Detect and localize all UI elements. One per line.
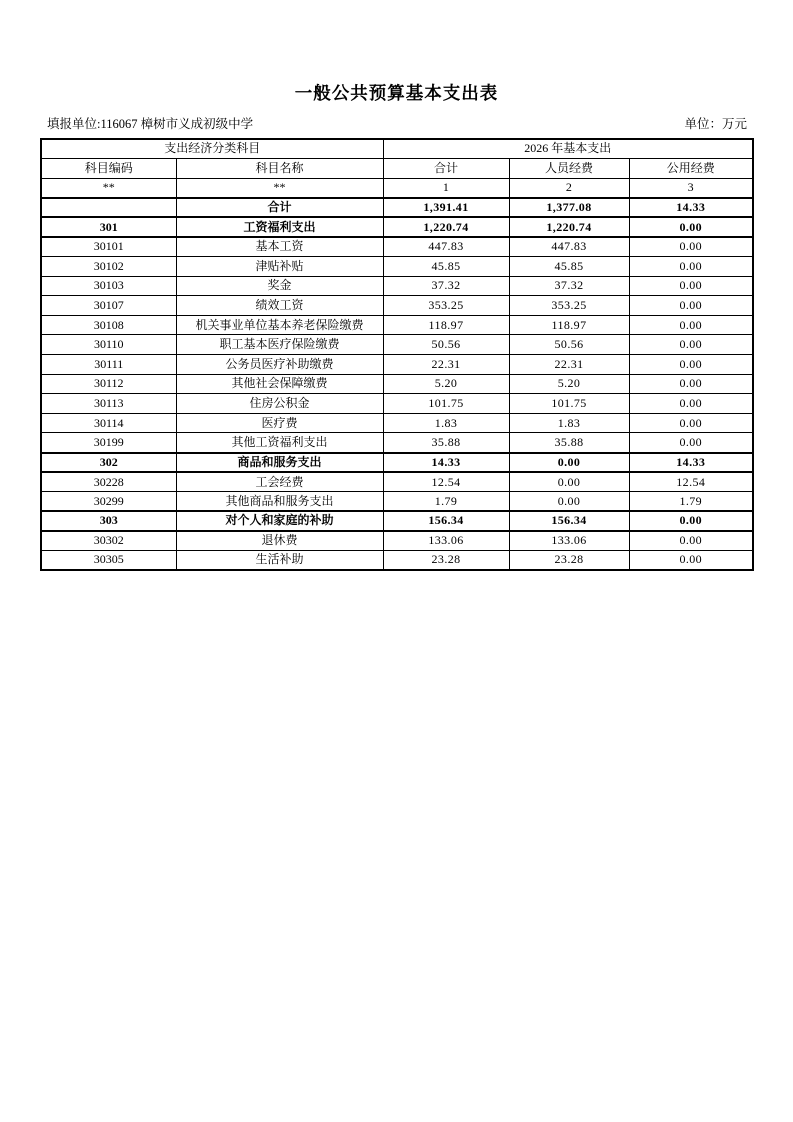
table-subheader-row: [41, 178, 753, 198]
total-cell: 14.33: [383, 453, 509, 473]
subject-code-cell: 302: [41, 453, 176, 473]
column-header-total: 合计: [383, 159, 509, 179]
total-cell: 23.28: [383, 550, 509, 570]
public-cell: 0.00: [629, 531, 753, 551]
subject-name-cell: 医疗费: [176, 413, 383, 433]
unit-label: 单位：万元: [684, 117, 747, 131]
table-row: [41, 315, 753, 335]
subject-code-cell: 30111: [41, 355, 176, 375]
table-row: [41, 296, 753, 316]
subject-code-cell: 303: [41, 511, 176, 531]
subject-code-cell: 301: [41, 217, 176, 237]
subject-name-cell: 商品和服务支出: [176, 453, 383, 473]
table-row: [41, 198, 753, 218]
public-cell: 0.00: [629, 276, 753, 296]
total-cell: 133.06: [383, 531, 509, 551]
subject-name-cell: 住房公积金: [176, 394, 383, 414]
subheader-cell: **: [41, 178, 176, 198]
column-header-public: 公用经费: [629, 159, 753, 179]
subject-name-cell: 公务员医疗补助缴费: [176, 355, 383, 375]
personnel-cell: 156.34: [509, 511, 629, 531]
subject-code-cell: 30103: [41, 276, 176, 296]
total-cell: 118.97: [383, 315, 509, 335]
public-cell: 0.00: [629, 394, 753, 414]
table-row: [41, 550, 753, 570]
public-cell: 0.00: [629, 374, 753, 394]
subject-code-cell: 30299: [41, 492, 176, 512]
table-row: [41, 511, 753, 531]
table-row: [41, 394, 753, 414]
subject-code-cell: 30302: [41, 531, 176, 551]
subject-code-cell: 30112: [41, 374, 176, 394]
public-cell: 0.00: [629, 550, 753, 570]
column-header-subject-name: 科目名称: [176, 159, 383, 179]
group-header-2026-expenditure: 2026 年基本支出: [383, 139, 753, 159]
subject-name-cell: 工资福利支出: [176, 217, 383, 237]
subheader-cell: 3: [629, 178, 753, 198]
reporting-unit-label: 填报单位:116067 樟树市义成初级中学: [47, 117, 254, 131]
personnel-cell: 1.83: [509, 413, 629, 433]
personnel-cell: 22.31: [509, 355, 629, 375]
total-cell: 22.31: [383, 355, 509, 375]
table-row: [41, 492, 753, 512]
public-cell: 14.33: [629, 198, 753, 218]
personnel-cell: 118.97: [509, 315, 629, 335]
subject-name-cell: 其他商品和服务支出: [176, 492, 383, 512]
subject-code-cell: 30305: [41, 550, 176, 570]
subheader-cell: 1: [383, 178, 509, 198]
personnel-cell: 1,377.08: [509, 198, 629, 218]
subject-name-cell: 其他工资福利支出: [176, 433, 383, 453]
public-cell: 0.00: [629, 335, 753, 355]
public-cell: 0.00: [629, 315, 753, 335]
subject-name-cell: 生活补助: [176, 550, 383, 570]
personnel-cell: 1,220.74: [509, 217, 629, 237]
subject-name-cell: 绩效工资: [176, 296, 383, 316]
total-cell: 156.34: [383, 511, 509, 531]
subject-name-cell: 奖金: [176, 276, 383, 296]
subject-name-cell: 机关事业单位基本养老保险缴费: [176, 315, 383, 335]
table-row: [41, 217, 753, 237]
table-row: [41, 374, 753, 394]
table-row: [41, 413, 753, 433]
subject-name-cell: 合计: [176, 198, 383, 218]
table-column-header-row: [41, 159, 753, 179]
total-cell: 353.25: [383, 296, 509, 316]
public-cell: 0.00: [629, 511, 753, 531]
personnel-cell: 50.56: [509, 335, 629, 355]
subject-code-cell: 30107: [41, 296, 176, 316]
meta-row: [40, 114, 752, 132]
personnel-cell: 133.06: [509, 531, 629, 551]
public-cell: 0.00: [629, 355, 753, 375]
public-cell: 1.79: [629, 492, 753, 512]
total-cell: 37.32: [383, 276, 509, 296]
personnel-cell: 0.00: [509, 453, 629, 473]
table-row: [41, 276, 753, 296]
subheader-cell: 2: [509, 178, 629, 198]
table-row: [41, 335, 753, 355]
personnel-cell: 45.85: [509, 257, 629, 277]
table-body: [41, 198, 753, 570]
total-cell: 1,220.74: [383, 217, 509, 237]
subject-code-cell: 30114: [41, 413, 176, 433]
subject-name-cell: 职工基本医疗保险缴费: [176, 335, 383, 355]
public-cell: 12.54: [629, 472, 753, 492]
total-cell: 50.56: [383, 335, 509, 355]
personnel-cell: 447.83: [509, 237, 629, 257]
public-cell: 0.00: [629, 217, 753, 237]
budget-table: [40, 138, 754, 571]
table-row: [41, 237, 753, 257]
total-cell: 45.85: [383, 257, 509, 277]
personnel-cell: 37.32: [509, 276, 629, 296]
subject-name-cell: 基本工资: [176, 237, 383, 257]
public-cell: 0.00: [629, 257, 753, 277]
personnel-cell: 0.00: [509, 492, 629, 512]
subject-code-cell: [41, 198, 176, 218]
subject-name-cell: 其他社会保障缴费: [176, 374, 383, 394]
personnel-cell: 0.00: [509, 472, 629, 492]
group-header-subject: 支出经济分类科目: [41, 139, 383, 159]
subject-code-cell: 30108: [41, 315, 176, 335]
table-row: [41, 472, 753, 492]
personnel-cell: 23.28: [509, 550, 629, 570]
subject-name-cell: 退休费: [176, 531, 383, 551]
personnel-cell: 101.75: [509, 394, 629, 414]
personnel-cell: 35.88: [509, 433, 629, 453]
personnel-cell: 5.20: [509, 374, 629, 394]
total-cell: 5.20: [383, 374, 509, 394]
subject-code-cell: 30199: [41, 433, 176, 453]
public-cell: 0.00: [629, 433, 753, 453]
subject-code-cell: 30228: [41, 472, 176, 492]
total-cell: 101.75: [383, 394, 509, 414]
subject-name-cell: 津贴补贴: [176, 257, 383, 277]
subject-code-cell: 30110: [41, 335, 176, 355]
subject-name-cell: 对个人和家庭的补助: [176, 511, 383, 531]
total-cell: 1.79: [383, 492, 509, 512]
table-group-header-row: [41, 139, 753, 159]
subheader-cell: **: [176, 178, 383, 198]
subject-name-cell: 工会经费: [176, 472, 383, 492]
total-cell: 1.83: [383, 413, 509, 433]
page-title: 一般公共预算基本支出表: [294, 83, 499, 103]
column-header-subject-code: 科目编码: [41, 159, 176, 179]
column-header-personnel: 人员经费: [509, 159, 629, 179]
total-cell: 1,391.41: [383, 198, 509, 218]
subject-code-cell: 30113: [41, 394, 176, 414]
table-row: [41, 355, 753, 375]
public-cell: 0.00: [629, 413, 753, 433]
public-cell: 14.33: [629, 453, 753, 473]
public-cell: 0.00: [629, 296, 753, 316]
table-row: [41, 453, 753, 473]
table-row: [41, 257, 753, 277]
total-cell: 12.54: [383, 472, 509, 492]
subject-code-cell: 30101: [41, 237, 176, 257]
public-cell: 0.00: [629, 237, 753, 257]
table-row: [41, 433, 753, 453]
table-row: [41, 531, 753, 551]
total-cell: 447.83: [383, 237, 509, 257]
personnel-cell: 353.25: [509, 296, 629, 316]
total-cell: 35.88: [383, 433, 509, 453]
subject-code-cell: 30102: [41, 257, 176, 277]
